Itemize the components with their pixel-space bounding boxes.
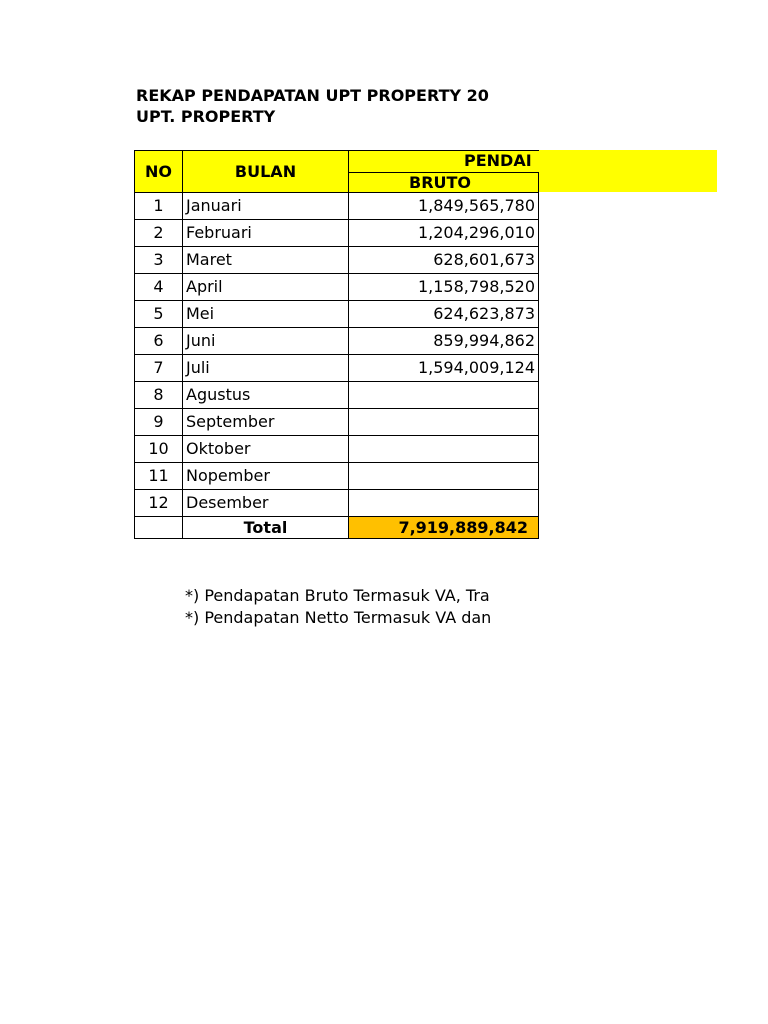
table-row — [135, 193, 539, 220]
table-row — [135, 382, 539, 409]
table-row — [135, 490, 539, 517]
table-row — [135, 436, 539, 463]
header-bruto[interactable]: BRUTO — [349, 172, 539, 193]
table-row — [135, 355, 539, 382]
table-row — [135, 247, 539, 274]
row-bruto-cell[interactable]: 859,994,862 — [349, 328, 539, 355]
total-row — [135, 517, 539, 539]
report-subtitle: UPT. PROPERTY — [136, 107, 276, 126]
row-month-cell[interactable]: Mei — [183, 301, 349, 328]
total-label[interactable]: Total — [183, 517, 349, 539]
row-month-cell[interactable]: Maret — [183, 247, 349, 274]
row-bruto-cell[interactable]: 1,158,798,520 — [349, 274, 539, 301]
row-bruto-cell[interactable] — [349, 409, 539, 436]
row-no-cell[interactable]: 4 — [135, 274, 183, 301]
row-no-cell[interactable]: 7 — [135, 355, 183, 382]
table-row — [135, 301, 539, 328]
note-bruto: *) Pendapatan Bruto Termasuk VA, Tra — [185, 586, 490, 605]
row-bruto-cell[interactable] — [349, 436, 539, 463]
row-no-cell[interactable]: 11 — [135, 463, 183, 490]
row-month-cell[interactable]: Juli — [183, 355, 349, 382]
row-no-cell[interactable]: 2 — [135, 220, 183, 247]
row-month-cell[interactable]: Desember — [183, 490, 349, 517]
row-bruto-cell[interactable]: 1,594,009,124 — [349, 355, 539, 382]
table-row — [135, 463, 539, 490]
row-no-cell[interactable]: 3 — [135, 247, 183, 274]
row-month-cell[interactable]: April — [183, 274, 349, 301]
report-title: REKAP PENDAPATAN UPT PROPERTY 20 — [136, 86, 489, 105]
row-no-cell[interactable]: 12 — [135, 490, 183, 517]
row-no-cell[interactable]: 1 — [135, 193, 183, 220]
row-bruto-cell[interactable] — [349, 382, 539, 409]
row-month-cell[interactable]: Nopember — [183, 463, 349, 490]
table-row — [135, 328, 539, 355]
table-row — [135, 409, 539, 436]
total-value[interactable]: 7,919,889,842 — [349, 517, 539, 539]
total-no-cell[interactable] — [135, 517, 183, 539]
row-bruto-cell[interactable]: 628,601,673 — [349, 247, 539, 274]
header-pendapatan[interactable]: PENDAI — [349, 151, 539, 173]
row-no-cell[interactable]: 9 — [135, 409, 183, 436]
table-row — [135, 274, 539, 301]
row-bruto-cell[interactable] — [349, 463, 539, 490]
header-no[interactable]: NO — [135, 151, 183, 193]
header-bulan[interactable]: BULAN — [183, 151, 349, 193]
revenue-table — [134, 150, 539, 539]
row-month-cell[interactable]: Januari — [183, 193, 349, 220]
row-bruto-cell[interactable]: 1,204,296,010 — [349, 220, 539, 247]
row-month-cell[interactable]: Juni — [183, 328, 349, 355]
header-yellow-fill — [537, 150, 717, 192]
row-month-cell[interactable]: Agustus — [183, 382, 349, 409]
table-row — [135, 220, 539, 247]
row-no-cell[interactable]: 5 — [135, 301, 183, 328]
row-month-cell[interactable]: September — [183, 409, 349, 436]
row-bruto-cell[interactable]: 624,623,873 — [349, 301, 539, 328]
row-month-cell[interactable]: Februari — [183, 220, 349, 247]
row-bruto-cell[interactable] — [349, 490, 539, 517]
row-no-cell[interactable]: 6 — [135, 328, 183, 355]
row-month-cell[interactable]: Oktober — [183, 436, 349, 463]
row-bruto-cell[interactable]: 1,849,565,780 — [349, 193, 539, 220]
row-no-cell[interactable]: 8 — [135, 382, 183, 409]
row-no-cell[interactable]: 10 — [135, 436, 183, 463]
note-netto: *) Pendapatan Netto Termasuk VA dan — [185, 608, 492, 627]
